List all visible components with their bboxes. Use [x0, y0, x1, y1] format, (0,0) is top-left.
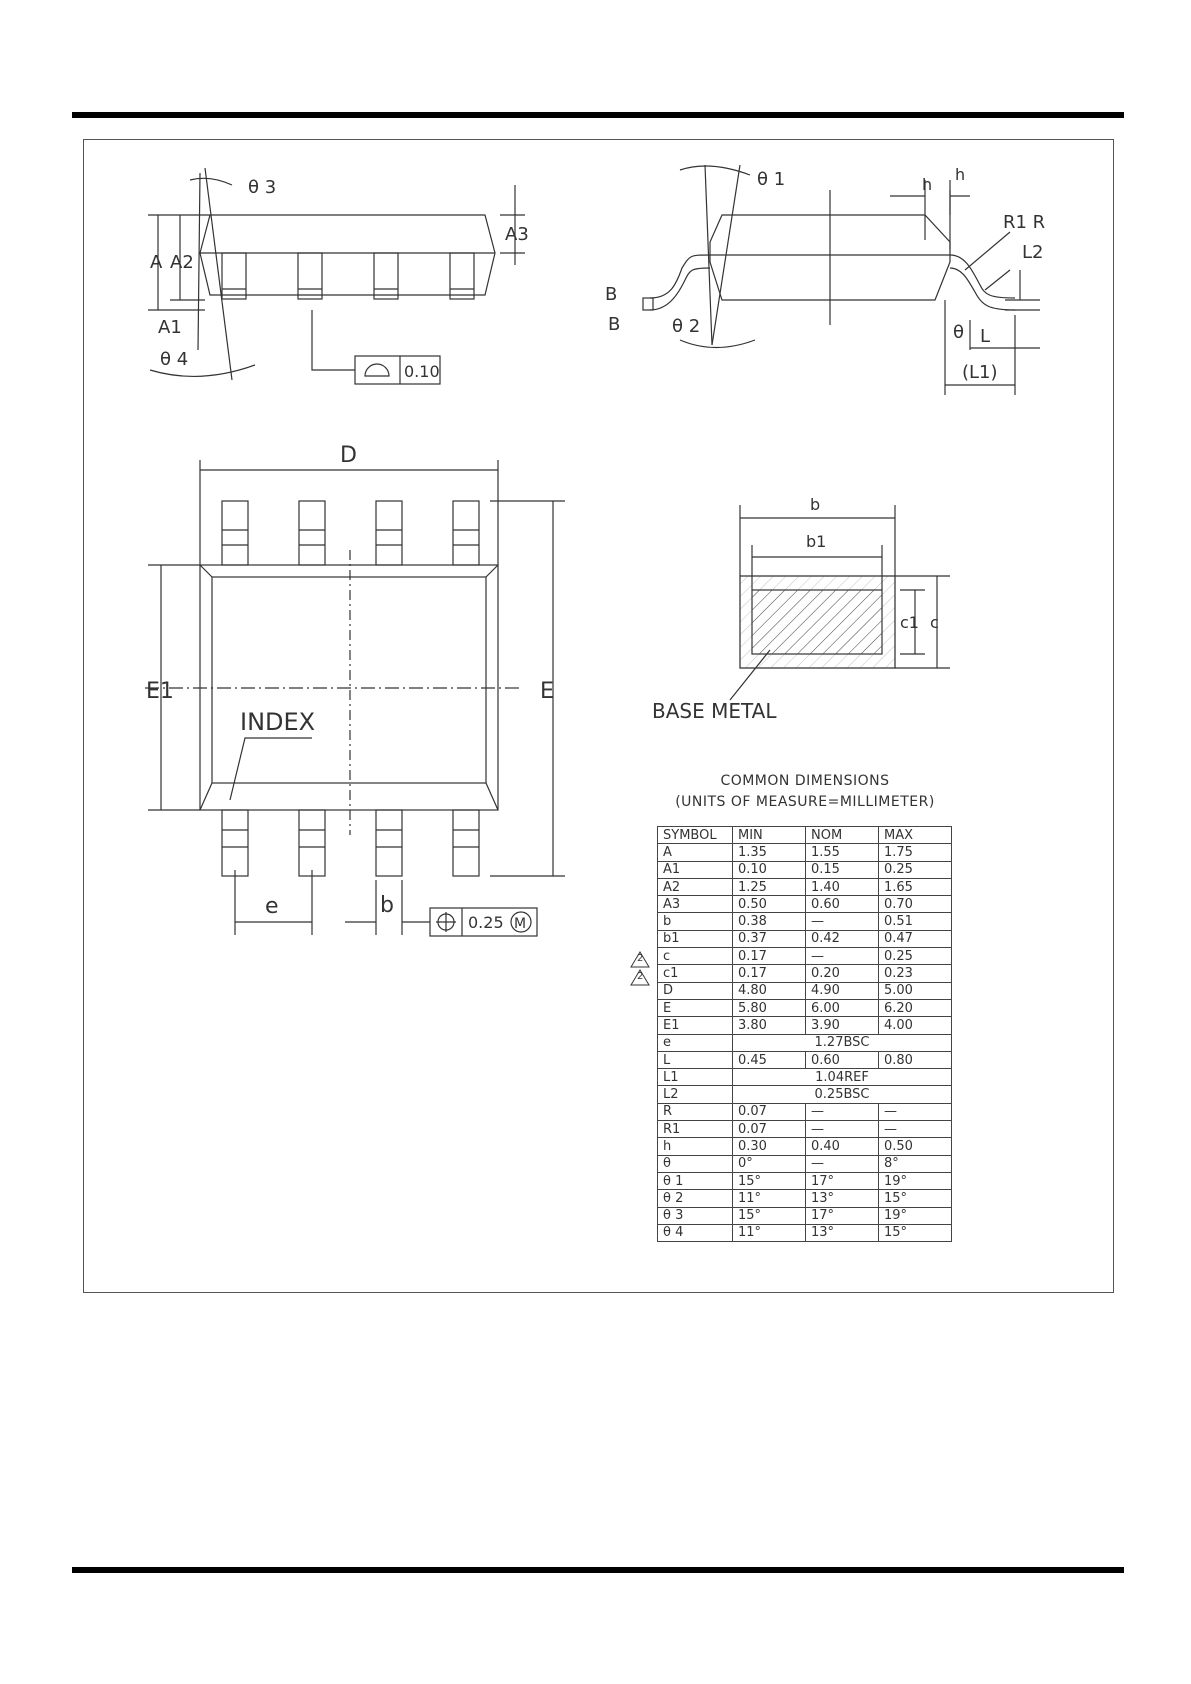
cell-nom: —: [806, 1155, 879, 1172]
table-row: [658, 1172, 952, 1189]
label-D: D: [340, 443, 357, 468]
cell-max: 0.23: [879, 965, 952, 982]
cell-max: 0.80: [879, 1051, 952, 1068]
cell-max: 6.20: [879, 999, 952, 1016]
cell-symbol: D: [658, 982, 733, 999]
table-row: [658, 1138, 952, 1155]
label-theta2: θ 2: [672, 316, 701, 337]
cell-symbol: L2: [658, 1086, 733, 1103]
table-row: [658, 1103, 952, 1120]
cell-nom: 1.55: [806, 844, 879, 861]
table-row: [658, 948, 952, 965]
table-row: [658, 982, 952, 999]
cell-min: 0.17: [733, 948, 806, 965]
cell-nom: 0.60: [806, 1051, 879, 1068]
table-row: [658, 965, 952, 982]
cell-min: 1.35: [733, 844, 806, 861]
cell-symbol: E1: [658, 1017, 733, 1034]
cell-symbol: θ: [658, 1155, 733, 1172]
cell-max: —: [879, 1103, 952, 1120]
header-max: MAX: [879, 827, 952, 844]
cell-max: 0.50: [879, 1138, 952, 1155]
table-row: [658, 1017, 952, 1034]
cell-nom: 0.60: [806, 896, 879, 913]
table-row: [658, 878, 952, 895]
label-B-top: B: [605, 284, 618, 305]
table-row: [658, 1224, 952, 1241]
section-label-c1: c1: [900, 613, 919, 632]
label-L2: L2: [1022, 242, 1044, 263]
table-body: [658, 844, 952, 1242]
section-label-b1: b1: [806, 532, 827, 551]
cell-max: 1.65: [879, 878, 952, 895]
cell-basic-value: 1.27BSC: [733, 1034, 952, 1051]
table-row: [658, 1207, 952, 1224]
cell-nom: —: [806, 913, 879, 930]
cell-symbol: θ 1: [658, 1172, 733, 1189]
label-A3: A3: [505, 224, 529, 245]
cell-min: 15°: [733, 1172, 806, 1189]
cell-max: 15°: [879, 1190, 952, 1207]
cell-max: 19°: [879, 1172, 952, 1189]
cell-symbol: θ 4: [658, 1224, 733, 1241]
cell-max: 8°: [879, 1155, 952, 1172]
table-row: [658, 1155, 952, 1172]
label-L: L: [980, 326, 991, 347]
table-row: [658, 1190, 952, 1207]
cell-min: 4.80: [733, 982, 806, 999]
label-A2: A2: [170, 252, 194, 273]
side-view-profile: [643, 165, 1040, 395]
cell-max: 0.47: [879, 930, 952, 947]
cell-min: 3.80: [733, 1017, 806, 1034]
label-h-1: h: [922, 175, 933, 194]
header-symbol: SYMBOL: [658, 827, 733, 844]
cell-symbol: L: [658, 1051, 733, 1068]
cell-min: 0.07: [733, 1103, 806, 1120]
cell-min: 0.45: [733, 1051, 806, 1068]
cell-nom: 13°: [806, 1190, 879, 1207]
label-R1R: R1 R: [1003, 212, 1046, 233]
section-view: [730, 505, 950, 700]
header-min: MIN: [733, 827, 806, 844]
cell-min: 1.25: [733, 878, 806, 895]
cell-max: 0.70: [879, 896, 952, 913]
label-theta: θ: [953, 322, 965, 343]
base-metal-label: BASE METAL: [652, 699, 777, 723]
table-header-row: [658, 827, 952, 844]
cell-nom: —: [806, 1103, 879, 1120]
cell-max: 4.00: [879, 1017, 952, 1034]
cell-symbol: L1: [658, 1069, 733, 1086]
label-theta3: θ 3: [248, 177, 277, 198]
cell-symbol: e: [658, 1034, 733, 1051]
cell-nom: 0.40: [806, 1138, 879, 1155]
cell-symbol: A1: [658, 861, 733, 878]
cell-min: 0°: [733, 1155, 806, 1172]
label-A: A: [150, 252, 163, 273]
cell-symbol: b1: [658, 930, 733, 947]
table-row: [658, 896, 952, 913]
note-triangle-c1: [630, 969, 650, 990]
cell-symbol: A2: [658, 878, 733, 895]
table-row: [658, 1069, 952, 1086]
label-L1: (L1): [962, 362, 998, 383]
table-row: [658, 930, 952, 947]
table-row: [658, 913, 952, 930]
cell-nom: —: [806, 1121, 879, 1138]
cell-min: 0.50: [733, 896, 806, 913]
cell-min: 0.38: [733, 913, 806, 930]
table-row: [658, 999, 952, 1016]
cell-max: 1.75: [879, 844, 952, 861]
cell-min: 15°: [733, 1207, 806, 1224]
position-tolerance-value: 0.25: [468, 913, 504, 932]
cell-nom: 6.00: [806, 999, 879, 1016]
label-E1: E1: [146, 679, 174, 704]
cell-min: 0.17: [733, 965, 806, 982]
note-number-c: 2: [637, 953, 644, 964]
cell-max: 15°: [879, 1224, 952, 1241]
label-b: b: [380, 893, 394, 918]
cell-nom: 13°: [806, 1224, 879, 1241]
flatness-value: 0.10: [404, 362, 440, 381]
cell-min: 11°: [733, 1190, 806, 1207]
cell-symbol: b: [658, 913, 733, 930]
cell-max: 5.00: [879, 982, 952, 999]
cell-max: 0.25: [879, 948, 952, 965]
label-e: e: [265, 894, 279, 919]
table-row: [658, 861, 952, 878]
cell-max: 0.51: [879, 913, 952, 930]
table-row: [658, 1051, 952, 1068]
table-title-line2: (UNITS OF MEASURE=MILLIMETER): [675, 794, 935, 810]
cell-symbol: E: [658, 999, 733, 1016]
cell-symbol: θ 2: [658, 1190, 733, 1207]
table-row: [658, 1034, 952, 1051]
label-B-bottom: B: [608, 314, 621, 335]
cell-symbol: A: [658, 844, 733, 861]
table-row: [658, 1121, 952, 1138]
header-nom: NOM: [806, 827, 879, 844]
cell-min: 5.80: [733, 999, 806, 1016]
cell-nom: 17°: [806, 1172, 879, 1189]
section-label-b: b: [810, 495, 821, 514]
cell-symbol: R: [658, 1103, 733, 1120]
cell-min: 0.30: [733, 1138, 806, 1155]
cell-nom: 3.90: [806, 1017, 879, 1034]
label-theta4: θ 4: [160, 349, 189, 370]
table-title-line1: COMMON DIMENSIONS: [720, 773, 890, 789]
cell-symbol: R1: [658, 1121, 733, 1138]
label-E: E: [540, 679, 554, 704]
cell-nom: 17°: [806, 1207, 879, 1224]
label-index: INDEX: [240, 708, 316, 736]
cell-min: 0.37: [733, 930, 806, 947]
cell-max: 19°: [879, 1207, 952, 1224]
cell-nom: 0.42: [806, 930, 879, 947]
cell-nom: 4.90: [806, 982, 879, 999]
cell-symbol: θ 3: [658, 1207, 733, 1224]
cell-nom: —: [806, 948, 879, 965]
cell-basic-value: 1.04REF: [733, 1069, 952, 1086]
dimensions-table: [657, 826, 952, 1242]
table-row: [658, 1086, 952, 1103]
cell-min: 11°: [733, 1224, 806, 1241]
cell-symbol: h: [658, 1138, 733, 1155]
note-number-c1: 2: [637, 971, 644, 982]
label-theta1: θ 1: [757, 169, 786, 190]
cell-symbol: c1: [658, 965, 733, 982]
label-h-2: h: [955, 165, 966, 184]
cell-min: 0.10: [733, 861, 806, 878]
cell-max: 0.25: [879, 861, 952, 878]
cell-max: —: [879, 1121, 952, 1138]
cell-basic-value: 0.25BSC: [733, 1086, 952, 1103]
cell-nom: 1.40: [806, 878, 879, 895]
top-view: [145, 460, 565, 936]
cell-symbol: A3: [658, 896, 733, 913]
side-view-front: [148, 168, 525, 384]
cell-nom: 0.15: [806, 861, 879, 878]
section-label-c: c: [930, 613, 939, 632]
cell-min: 0.07: [733, 1121, 806, 1138]
cell-symbol: c: [658, 948, 733, 965]
cell-nom: 0.20: [806, 965, 879, 982]
table-row: [658, 844, 952, 861]
mmc-modifier: M: [514, 916, 527, 932]
label-A1: A1: [158, 317, 182, 338]
